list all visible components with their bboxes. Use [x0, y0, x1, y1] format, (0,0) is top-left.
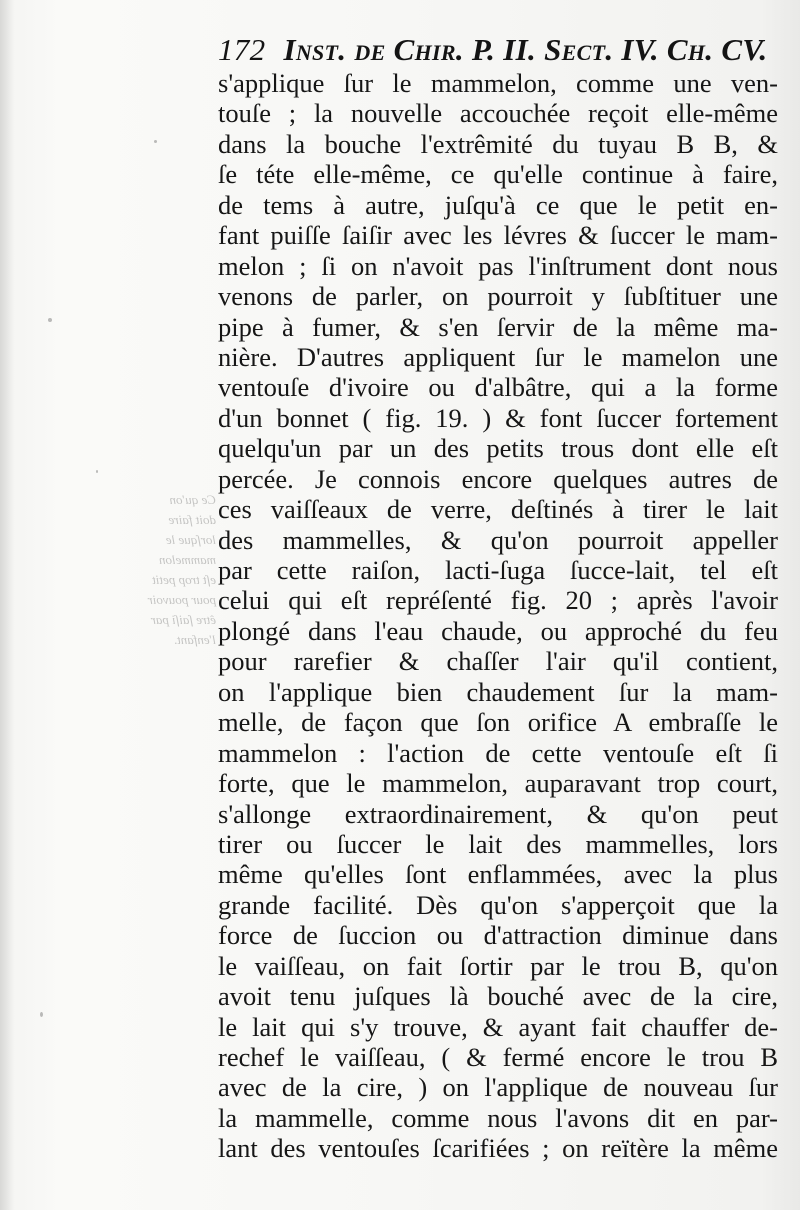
- text-line: le lait qui s'y trouve, & ayant fait chauffer de-: [218, 1011, 778, 1042]
- text-line: melon ; ſi on n'avoit pas l'inſtrument dont nous: [218, 250, 778, 281]
- text-line: même qu'elles ſont enflammées, avec la plus: [218, 859, 778, 890]
- text-line: ſe téte elle-même, ce qu'elle continue à faire,: [218, 159, 778, 190]
- paper-speck: [48, 318, 52, 322]
- paper-speck: [154, 140, 157, 143]
- text-line: quelqu'un par un des petits trous dont elle eſt: [218, 433, 778, 464]
- running-header: [218, 30, 768, 70]
- text-line: dans la bouche l'extrêmité du tuyau B B, &: [218, 128, 778, 159]
- text-line: s'applique ſur le mammelon, comme une ven-: [218, 68, 778, 98]
- text-line: force de ſuccion ou d'attraction diminue dans: [218, 920, 778, 951]
- text-line: par cette raiſon, lacti-ſuga ſucce-lait, tel eſt: [218, 555, 778, 585]
- text-line: de tems à autre, juſqu'à ce que le petit en-: [218, 189, 778, 220]
- running-title: Inst. de Chir. P. II. Sect. IV. Ch. CV.: [283, 32, 768, 67]
- text-line: pipe à fumer, & s'en ſervir de la même ma-: [218, 311, 778, 342]
- bleed-line: eſt trop petit: [152, 572, 216, 587]
- bleed-line: pour pouvoir: [147, 592, 216, 607]
- page-number: 172: [218, 32, 266, 67]
- bleed-line: mammelon: [158, 552, 216, 567]
- text-line: pour rarefier & chaſſer l'air qu'il contient,: [218, 646, 778, 677]
- text-line: d'un bonnet ( fig. 19. ) & font ſuccer fortement: [218, 402, 778, 433]
- text-line: plongé dans l'eau chaude, ou approché du feu: [218, 615, 778, 646]
- body-text: [218, 68, 778, 1164]
- text-line: forte, que le mammelon, auparavant trop court,: [218, 768, 778, 799]
- text-line: nière. D'autres appliquent ſur le mamelon une: [218, 341, 778, 372]
- text-line: mammelon : l'action de cette ventouſe eſt ſi: [218, 737, 778, 768]
- text-line: rechef le vaiſſeau, ( & fermé encore le trou B: [218, 1042, 778, 1072]
- bleed-line: l'enfant.: [173, 632, 216, 647]
- bleed-line: lorſque le: [165, 532, 216, 547]
- text-line: lant des ventouſes ſcarifiées ; on reïtère la même: [218, 1133, 778, 1164]
- bleed-line: Ce qu'on: [169, 492, 216, 507]
- text-line: avoit tenu juſques là bouché avec de la cire,: [218, 981, 778, 1012]
- text-line: des mammelles, & qu'on pourroit appeller: [218, 524, 778, 555]
- text-line: tirer ou ſuccer le lait des mammelles, lors: [218, 828, 778, 859]
- text-line: grande facilité. Dès qu'on s'apperçoit que la: [218, 889, 778, 920]
- text-line: percée. Je connois encore quelques autres de: [218, 463, 778, 494]
- text-line: s'allonge extraordinairement, & qu'on peut: [218, 798, 778, 829]
- text-line: ces vaiſſeaux de verre, deſtinés à tirer le lait: [218, 494, 778, 525]
- page-gutter-shadow: [0, 0, 14, 1210]
- text-line: on l'applique bien chaudement ſur la mam-: [218, 676, 778, 707]
- bleed-line: doit faire: [168, 512, 216, 527]
- text-line: la mammelle, comme nous l'avons dit en par-: [218, 1102, 778, 1133]
- text-line: venons de parler, on pourroit y ſubſtituer une: [218, 281, 778, 312]
- paper-speck: [96, 470, 98, 473]
- bleed-through-marginal-note: [96, 490, 216, 650]
- text-line: celui qui eſt repréſenté fig. 20 ; après l'avoir: [218, 585, 778, 616]
- paper-speck: [40, 1012, 43, 1017]
- text-line: ventouſe d'ivoire ou d'albâtre, qui a la forme: [218, 372, 778, 403]
- text-line: touſe ; la nouvelle accouchée reçoit elle-même: [218, 98, 778, 129]
- bleed-line: être ſaiſi par: [150, 612, 216, 627]
- text-line: fant puiſſe ſaiſir avec les lévres & ſuccer le mam-: [218, 220, 778, 251]
- text-line: le vaiſſeau, on fait ſortir par le trou B, qu'on: [218, 950, 778, 981]
- text-line: avec de la cire, ) on l'applique de nouveau ſur: [218, 1072, 778, 1103]
- text-line: melle, de façon que ſon orifice A embraſſe le: [218, 707, 778, 738]
